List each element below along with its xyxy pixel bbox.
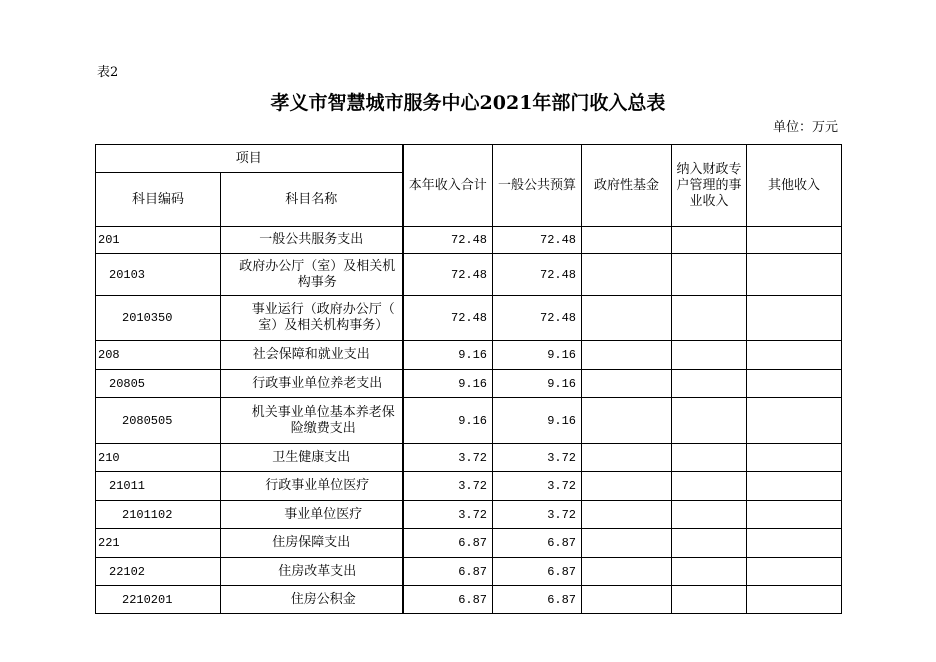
cell-government-fund <box>582 254 672 296</box>
cell-government-fund <box>582 341 672 370</box>
cell-subject-name: 事业运行（政府办公厅（室）及相关机构事务） <box>221 296 403 341</box>
cell-special-account-income <box>672 501 747 529</box>
cell-government-fund <box>582 296 672 341</box>
cell-subject-code: 2010350 <box>96 296 221 341</box>
table-row <box>96 501 842 529</box>
cell-subject-code: 21011 <box>96 472 221 501</box>
cell-special-account-income <box>672 254 747 296</box>
cell-special-account-income <box>672 529 747 558</box>
cell-general-public-budget: 3.72 <box>493 472 582 501</box>
cell-total-income: 3.72 <box>403 444 493 472</box>
cell-general-public-budget: 9.16 <box>493 341 582 370</box>
cell-subject-code: 210 <box>96 444 221 472</box>
cell-general-public-budget: 6.87 <box>493 558 582 586</box>
cell-government-fund <box>582 529 672 558</box>
cell-subject-name: 社会保障和就业支出 <box>221 341 403 370</box>
cell-total-income: 72.48 <box>403 227 493 254</box>
cell-subject-name: 政府办公厅（室）及相关机构事务 <box>221 254 403 296</box>
cell-general-public-budget: 72.48 <box>493 227 582 254</box>
cell-government-fund <box>582 227 672 254</box>
header-total-income: 本年收入合计 <box>403 145 493 227</box>
header-subject-code: 科目编码 <box>96 173 221 227</box>
cell-subject-code: 221 <box>96 529 221 558</box>
header-general-public-budget: 一般公共预算 <box>493 145 582 227</box>
unit-label: 单位：万元 <box>772 120 838 135</box>
table-row <box>96 586 842 614</box>
cell-total-income: 3.72 <box>403 472 493 501</box>
table-row <box>96 254 842 296</box>
table-row <box>96 341 842 370</box>
cell-general-public-budget: 3.72 <box>493 444 582 472</box>
cell-other-income <box>747 558 842 586</box>
cell-government-fund <box>582 586 672 614</box>
cell-other-income <box>747 586 842 614</box>
cell-other-income <box>747 398 842 444</box>
cell-subject-code: 2080505 <box>96 398 221 444</box>
cell-general-public-budget: 72.48 <box>493 254 582 296</box>
cell-government-fund <box>582 444 672 472</box>
cell-subject-code: 2101102 <box>96 501 221 529</box>
cell-government-fund <box>582 398 672 444</box>
cell-subject-code: 201 <box>96 227 221 254</box>
table-row <box>96 529 842 558</box>
cell-subject-code: 2210201 <box>96 586 221 614</box>
cell-other-income <box>747 370 842 398</box>
header-government-fund: 政府性基金 <box>582 145 672 227</box>
cell-special-account-income <box>672 370 747 398</box>
table-row <box>96 398 842 444</box>
cell-general-public-budget: 3.72 <box>493 501 582 529</box>
cell-government-fund <box>582 370 672 398</box>
cell-subject-name: 住房公积金 <box>221 586 403 614</box>
cell-government-fund <box>582 472 672 501</box>
cell-government-fund <box>582 558 672 586</box>
cell-general-public-budget: 9.16 <box>493 370 582 398</box>
cell-special-account-income <box>672 227 747 254</box>
cell-special-account-income <box>672 341 747 370</box>
cell-total-income: 6.87 <box>403 529 493 558</box>
cell-subject-code: 20805 <box>96 370 221 398</box>
cell-subject-name: 一般公共服务支出 <box>221 227 403 254</box>
cell-subject-name: 行政事业单位养老支出 <box>221 370 403 398</box>
cell-other-income <box>747 227 842 254</box>
cell-subject-name: 住房保障支出 <box>221 529 403 558</box>
cell-special-account-income <box>672 296 747 341</box>
cell-special-account-income <box>672 444 747 472</box>
table-row <box>96 444 842 472</box>
table-row <box>96 558 842 586</box>
cell-total-income: 9.16 <box>403 398 493 444</box>
cell-total-income: 9.16 <box>403 341 493 370</box>
cell-general-public-budget: 9.16 <box>493 398 582 444</box>
cell-total-income: 6.87 <box>403 558 493 586</box>
cell-special-account-income <box>672 472 747 501</box>
table-row <box>96 472 842 501</box>
cell-total-income: 6.87 <box>403 586 493 614</box>
cell-subject-name: 机关事业单位基本养老保险缴费支出 <box>221 398 403 444</box>
cell-total-income: 72.48 <box>403 296 493 341</box>
cell-total-income: 9.16 <box>403 370 493 398</box>
cell-general-public-budget: 6.87 <box>493 529 582 558</box>
header-other-income: 其他收入 <box>747 145 842 227</box>
page-title: 孝义市智慧城市服务中心2021年部门收入总表 <box>270 92 666 114</box>
table-row <box>96 370 842 398</box>
cell-total-income: 72.48 <box>403 254 493 296</box>
header-row-top <box>96 145 842 173</box>
header-item-group: 项目 <box>96 145 403 173</box>
cell-subject-name: 事业单位医疗 <box>221 501 403 529</box>
cell-other-income <box>747 472 842 501</box>
cell-special-account-income <box>672 558 747 586</box>
cell-other-income <box>747 341 842 370</box>
cell-total-income: 3.72 <box>403 501 493 529</box>
header-special-account-income: 纳入财政专户管理的事业收入 <box>672 145 747 227</box>
cell-other-income <box>747 444 842 472</box>
cell-subject-name: 卫生健康支出 <box>221 444 403 472</box>
cell-other-income <box>747 501 842 529</box>
cell-general-public-budget: 72.48 <box>493 296 582 341</box>
table-number-label: 表2 <box>97 65 119 80</box>
table-row <box>96 227 842 254</box>
cell-subject-code: 20103 <box>96 254 221 296</box>
cell-general-public-budget: 6.87 <box>493 586 582 614</box>
cell-other-income <box>747 529 842 558</box>
cell-subject-name: 住房改革支出 <box>221 558 403 586</box>
cell-subject-code: 208 <box>96 341 221 370</box>
cell-other-income <box>747 254 842 296</box>
header-subject-name: 科目名称 <box>221 173 403 227</box>
income-summary-table <box>95 144 842 614</box>
cell-subject-name: 行政事业单位医疗 <box>221 472 403 501</box>
cell-special-account-income <box>672 398 747 444</box>
table-row <box>96 296 842 341</box>
cell-subject-code: 22102 <box>96 558 221 586</box>
cell-other-income <box>747 296 842 341</box>
cell-special-account-income <box>672 586 747 614</box>
cell-government-fund <box>582 501 672 529</box>
